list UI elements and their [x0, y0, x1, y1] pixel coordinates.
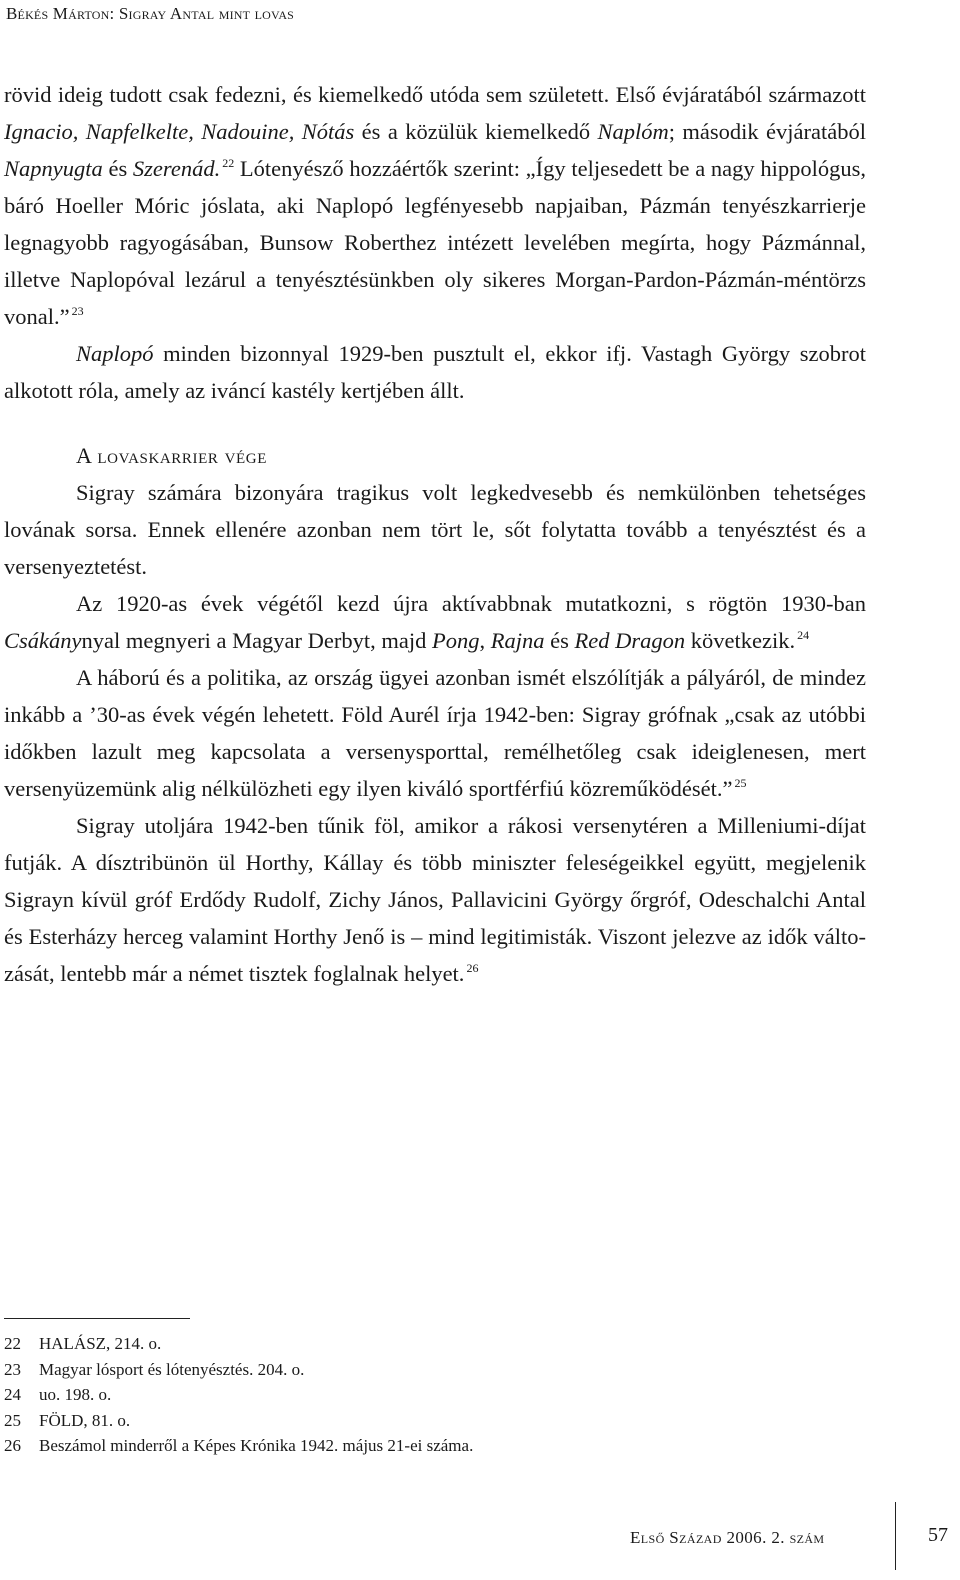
paragraph: Sigray utoljára 1942-ben tűnik föl, amikor a rákosi versenytéren a Milleniumi-díjat futják. A dísztribünön ül Horthy, Kállay és több miniszter feleségeikkel együtt, megjelenik Sigrayn kívül gróf Erdődy Rudolf, Zichy János, Pallavicini György őrgróf, Odeschalchi Antal és Esterházy herceg valamint Horthy Jenő is – mind legitimisták. Viszont jelezve az idők változását, lentebb már a német tisztek foglalnak helyet. $^{26}$ — [4, 813, 866, 986]
body-text — [4, 76, 866, 992]
italic-title: Ignacio, Napfelkelte, Nadouine, Nótás — [4, 119, 355, 144]
footnote — [4, 1408, 864, 1434]
footnotes — [4, 1331, 864, 1459]
paragraph: Az 1920-as évek végétől kezd újra aktívabbnak mutatkozni, s rögtön 1930-ban Csákánynyal megnyeri a Magyar Derbyt, majd Pong, Rajna és Red Dragon következik. $^{24}$ — [4, 591, 866, 653]
footnote-reference: 24 — [797, 628, 810, 642]
italic-title: Naplopó — [76, 341, 154, 366]
italic-title: Pong — [432, 628, 480, 653]
footnote-separator — [4, 1318, 190, 1319]
footnote-reference: 22 — [222, 156, 235, 170]
footnote-number: 22 — [4, 1334, 21, 1353]
footnote-text: Magyar lósport és lótenyésztés. 204. o. — [39, 1359, 305, 1379]
footnote — [4, 1331, 864, 1357]
footnote-number: 25 — [4, 1410, 21, 1430]
italic-title: Rajna — [490, 628, 545, 653]
journal-footer: Első Század 2006. 2. szám — [630, 1528, 825, 1547]
italic-title: Napnyugta — [4, 156, 103, 181]
italic-title: Szerenád. — [132, 156, 221, 181]
footer-divider — [895, 1502, 896, 1570]
paragraph: rövid ideig tudott csak fedezni, és kiemelkedő utóda sem született. Első évjáratából származott Ignacio, Napfelkelte, Nadouine, Nótás és a közülük kiemelkedő Naplóm; második évjáratából Napnyugta és Szerenád. $^{22}$ Lótenyésző hozzáértők szerint: „Így teljesedett be a nagy hippológus, báró Hoeller Móric jóslata, aki Naplopó legfényesebb napjaiban, Pázmán tenyészkarrierje legnagyobb ragyogásában, Bunsow Roberthez intézett levelében megírta, hogy Pázmánnal, illetve Naplopóval lezárul a tenyésztésünkben oly sikeres Morgan-Pardon-Pázmán-méntörzs vonal.” $^{23}$ — [4, 82, 867, 329]
paragraph: Naplopó minden bizonnyal 1929-ben pusztult el, ekkor ifj. Vastagh György szobrot alkotott róla, amely az iváncí kastély kertjében állt. — [4, 341, 866, 403]
footnote — [4, 1433, 864, 1459]
page-number: 57 — [928, 1524, 948, 1546]
footnote-text: Beszámol minderről a Képes Krónika 1942. május 21-ei száma. — [39, 1436, 474, 1455]
footnote — [4, 1382, 864, 1408]
footnote-reference: 25 — [734, 776, 747, 790]
italic-title: Red Dragon — [574, 628, 686, 653]
section-heading: A lovaskarrier vége — [76, 443, 267, 468]
footnote-reference: 26 — [466, 961, 479, 975]
footnote-number: 26 — [4, 1436, 21, 1455]
italic-title: Csákány — [4, 628, 82, 653]
footnote-text: HALÁSZ, 214. o. — [39, 1334, 162, 1353]
footnote-number: 24 — [4, 1385, 21, 1404]
footnote-text: uo. 198. o. — [39, 1385, 112, 1404]
footnote — [4, 1357, 864, 1383]
footnote-reference: 23 — [71, 304, 84, 318]
paragraph: Sigray számára bizonyára tragikus volt legkedvesebb és nemkülönben tehetséges lovának sorsa. Ennek ellenére azonban nem tört le, sőt folytatta tovább a tenyésztést és a versenyeztetést. — [4, 480, 866, 579]
footnote-number: 23 — [4, 1359, 21, 1379]
italic-title: Naplóm — [597, 119, 669, 144]
running-head: Békés Márton: Sigray Antal mint lovas — [6, 4, 295, 23]
footnote-text: FÖLD, 81. o. — [39, 1410, 131, 1430]
paragraph: A háború és a politika, az ország ügyei azonban ismét elszólítják a pályáról, de mindez inkább a ’30-as évek végén lehetett. Föld Aurél írja 1942-ben: Sigray grófnak „csak az utóbbi időkben lazult meg kapcsolata a versenysporttal, remélhetőleg csak ideiglenesen, mert versenyüzemünk alig nélkülözheti egy ilyen kiváló sportférfiú közreműködését.” $^{25}$ — [4, 665, 866, 801]
